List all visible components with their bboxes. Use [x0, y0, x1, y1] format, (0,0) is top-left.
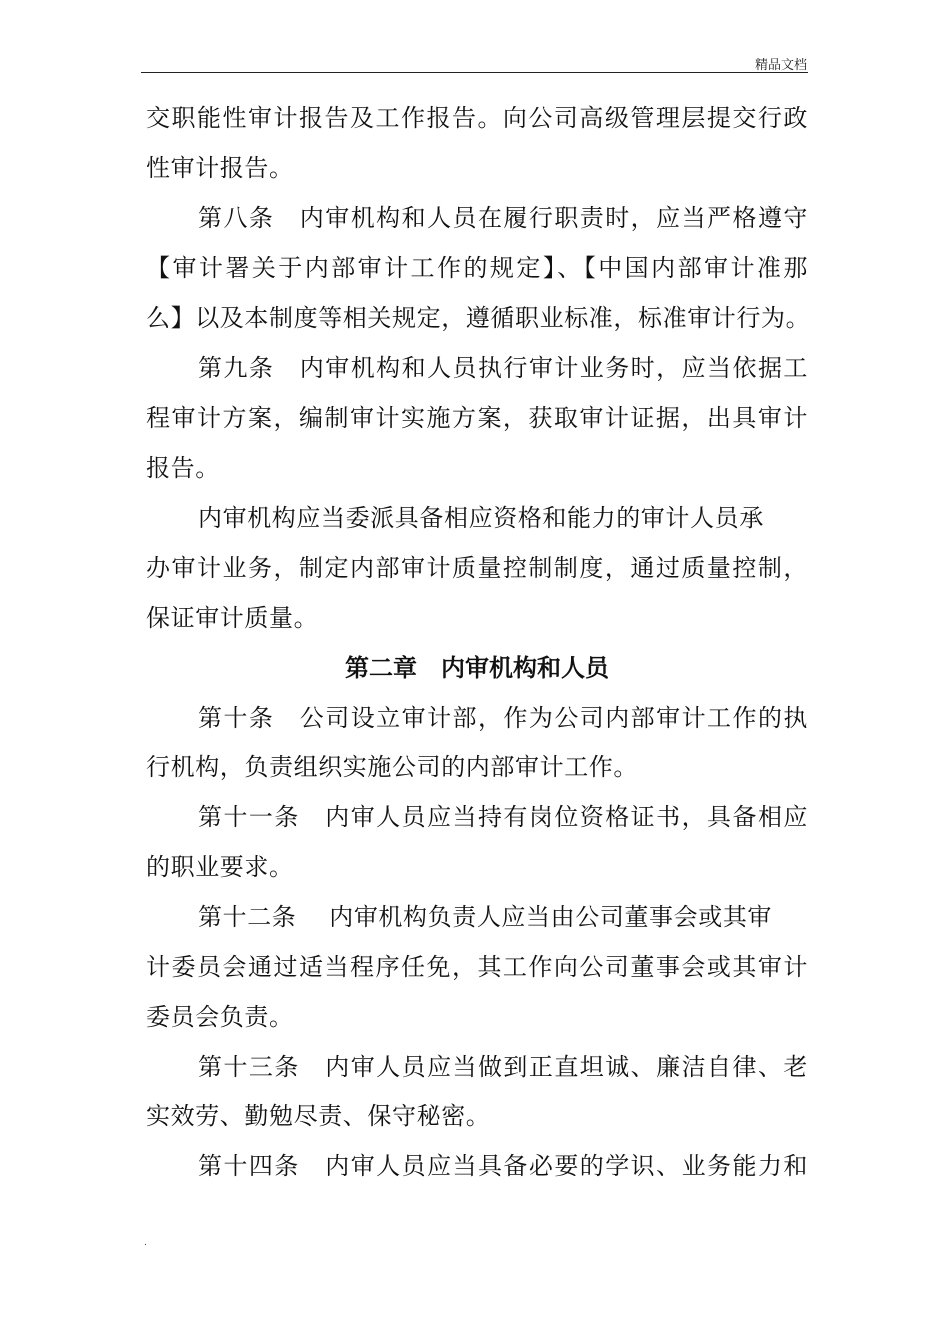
chapter-heading: 第二章 内审机构和人员 — [345, 653, 609, 682]
body-line: 委员会负责。 — [146, 1003, 294, 1031]
body-line: 第十四条 内审人员应当具备必要的学识、业务能力和 — [198, 1152, 808, 1180]
body-line: 计委员会通过适当程序任免，其工作向公司董事会或其审计 — [146, 953, 808, 981]
body-line: 报告。 — [146, 454, 220, 482]
body-line: 第十一条 内审人员应当持有岗位资格证书，具备相应 — [198, 803, 808, 831]
body-line: 【审计署关于内部审计工作的规定】、【中国内部审计准那 — [146, 254, 808, 282]
body-line: 程审计方案，编制审计实施方案，获取审计证据，出具审计 — [146, 404, 808, 432]
body-line: 第十二条 内审机构负责人应当由公司董事会或其审 — [198, 903, 773, 931]
body-line: 性审计报告。 — [146, 154, 294, 182]
body-line: 么】以及本制度等相关规定，遵循职业标准，标准审计行为。 — [146, 304, 811, 332]
footer-mark: . — [144, 1238, 147, 1248]
body-line: 内审机构应当委派具备相应资格和能力的审计人员承 — [198, 504, 764, 532]
body-line: 行机构，负责组织实施公司的内部审计工作。 — [146, 753, 638, 781]
body-line: 保证审计质量。 — [146, 604, 319, 632]
body-line: 第八条 内审机构和人员在履行职责时，应当严格遵守 — [198, 204, 808, 232]
body-line: 的职业要求。 — [146, 853, 294, 881]
page-header-label: 精品文档 — [754, 58, 807, 73]
body-line: 办审计业务，制定内部审计质量控制制度，通过质量控制， — [146, 554, 808, 582]
body-line: 实效劳、勤勉尽责、保守秘密。 — [146, 1102, 491, 1130]
body-line: 交职能性审计报告及工作报告。向公司高级管理层提交行政 — [146, 104, 808, 132]
header-rule — [141, 72, 808, 73]
body-line: 第十三条 内审人员应当做到正直坦诚、廉洁自律、老 — [198, 1053, 808, 1081]
body-line: 第十条 公司设立审计部，作为公司内部审计工作的执 — [198, 704, 808, 732]
body-line: 第九条 内审机构和人员执行审计业务时，应当依据工 — [198, 354, 808, 382]
